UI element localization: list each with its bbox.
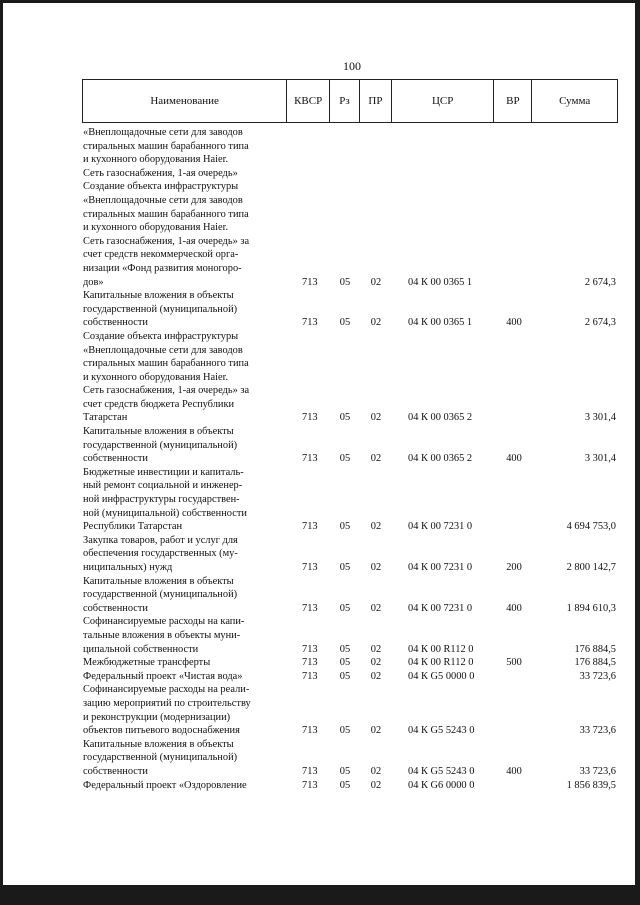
row-rz: 05: [339, 765, 351, 777]
row-sum: 4 694 753,0: [566, 521, 616, 533]
row-name-line: ной (муниципальной) собственности: [83, 507, 247, 519]
row-kvsr: 713: [302, 765, 318, 777]
row-csr: 04 К 00 7231 0: [408, 562, 473, 573]
page-number: 100: [343, 59, 361, 73]
row-pr: 02: [370, 602, 382, 614]
row-name-line: собственности: [83, 317, 148, 329]
table-row: [82, 575, 618, 616]
row-name-line: Бюджетные инвестиции и капиталь-: [83, 466, 244, 478]
row-name-line: стиральных машин барабанного типа: [83, 140, 249, 152]
row-rz: 05: [339, 521, 351, 533]
row-name: [82, 656, 287, 670]
row-name: [82, 289, 287, 330]
row-sum: 3 301,4: [584, 453, 616, 465]
row-vr: 400: [506, 602, 522, 614]
scan-border-left: [0, 0, 3, 905]
row-csr: 04 К 00 0365 2: [408, 453, 473, 465]
row-name-line: Татарстан: [83, 412, 128, 424]
row-name-line: стиральных машин барабанного типа: [83, 208, 249, 220]
row-vr: 400: [506, 453, 522, 465]
header-sum: Сумма: [559, 95, 591, 107]
table-row: [82, 670, 618, 684]
row-name: [82, 126, 287, 180]
row-csr: 04 К 00 R112 0: [408, 657, 474, 669]
row-pr: 02: [370, 725, 382, 737]
row-sum: 176 884,5: [574, 643, 616, 655]
row-csr: 04 К G6 0000 0: [408, 779, 475, 791]
row-vr: 400: [506, 765, 522, 777]
table-row: [82, 289, 618, 330]
row-sum: 2 800 142,7: [566, 562, 616, 573]
row-name: [82, 425, 287, 466]
table-row: [82, 683, 618, 737]
row-kvsr: 713: [302, 657, 318, 669]
row-csr: 04 К 00 0365 1: [408, 276, 473, 288]
row-vr: 400: [506, 317, 522, 329]
row-name: [82, 466, 287, 534]
row-kvsr: 713: [302, 643, 318, 655]
row-name-line: и реконструкции (модернизации): [83, 711, 231, 723]
row-sum: 2 674,3: [584, 276, 616, 288]
row-name: [82, 670, 287, 684]
row-rz: 05: [339, 412, 351, 424]
row-kvsr: 713: [302, 779, 318, 791]
table-body: [82, 123, 618, 792]
row-name-line: государственной (муниципальной): [83, 303, 238, 315]
table-header: [82, 79, 618, 123]
row-name-line: дов»: [83, 276, 104, 288]
table-row: [82, 330, 618, 425]
row-csr: 04 К G5 5243 0: [408, 765, 475, 777]
table-row: [82, 656, 618, 670]
scan-border-right: [635, 0, 640, 905]
row-name-line: государственной (муниципальной): [83, 752, 238, 764]
row-name-line: «Внеплощадочные сети для заводов: [83, 127, 243, 138]
row-sum: 1 856 839,5: [566, 779, 616, 791]
row-name-line: счет средств некоммерческой орга-: [83, 249, 239, 261]
row-name-line: Капитальные вложения в объекты: [83, 738, 234, 750]
row-kvsr: 713: [302, 412, 318, 424]
row-sum: 2 674,3: [584, 317, 616, 329]
row-pr: 02: [370, 317, 382, 329]
row-name-line: Республики Татарстан: [83, 521, 183, 533]
row-name-line: Сеть газоснабжения, 1-ая очередь» за: [83, 385, 250, 397]
row-name-line: счет средств бюджета Республики: [83, 398, 235, 410]
row-rz: 05: [339, 670, 351, 682]
row-vr: 200: [506, 562, 522, 573]
row-pr: 02: [370, 643, 382, 655]
table-row: [82, 615, 618, 656]
table-row: [82, 738, 618, 779]
row-rz: 05: [339, 602, 351, 614]
row-kvsr: 713: [302, 602, 318, 614]
row-name-line: низации «Фонд развития моногоро-: [83, 262, 242, 274]
row-kvsr: 713: [302, 453, 318, 465]
table-row: [82, 126, 618, 180]
row-name: [82, 615, 287, 656]
row-csr: 04 К 00 0365 2: [408, 412, 473, 424]
row-name-line: и кухонного оборудования Haier.: [83, 154, 229, 166]
row-name-line: Создание объекта инфраструктуры: [83, 330, 239, 342]
row-pr: 02: [370, 521, 382, 533]
row-name-line: Федеральный проект «Оздоровление: [83, 779, 247, 791]
row-name-line: Закупка товаров, работ и услуг для: [83, 534, 238, 546]
row-name: [82, 180, 287, 289]
header-csr: ЦСР: [392, 80, 495, 122]
row-name: [82, 779, 287, 793]
row-name-line: тальные вложения в объекты муни-: [83, 629, 241, 641]
row-csr: 04 К 00 R112 0: [408, 643, 474, 655]
row-name-line: и кухонного оборудования Haier.: [83, 222, 229, 234]
row-kvsr: 713: [302, 562, 318, 573]
row-sum: 33 723,6: [579, 765, 616, 777]
row-pr: 02: [370, 453, 382, 465]
table-row: [82, 466, 618, 534]
row-pr: 02: [370, 412, 382, 424]
row-kvsr: 713: [302, 670, 318, 682]
row-rz: 05: [339, 317, 351, 329]
row-kvsr: 713: [302, 725, 318, 737]
row-name-line: Межбюджетные трансферты: [83, 657, 211, 669]
table-row: [82, 425, 618, 466]
row-csr: 04 К G5 0000 0: [408, 670, 475, 682]
scan-border-bottom: [0, 885, 640, 905]
row-pr: 02: [370, 670, 382, 682]
table-row: [82, 779, 618, 793]
row-rz: 05: [339, 657, 351, 669]
row-name-line: государственной (муниципальной): [83, 439, 238, 451]
header-name: Наименование: [83, 80, 287, 122]
row-sum: 176 884,5: [574, 657, 616, 669]
row-rz: 05: [339, 725, 351, 737]
row-rz: 05: [339, 562, 351, 573]
row-name-line: Софинансируемые расходы на реали-: [83, 684, 250, 696]
row-name-line: ный ремонт социальной и инженер-: [83, 480, 243, 492]
row-name-line: собственности: [83, 602, 148, 614]
row-pr: 02: [370, 276, 382, 288]
header-rz: Рз: [330, 80, 360, 122]
header-vr: ВР: [494, 80, 532, 122]
header-kvsr: КВСР: [287, 80, 330, 122]
row-name: [82, 330, 287, 425]
row-name-line: обеспечения государственных (му-: [83, 548, 238, 560]
row-name-line: Капитальные вложения в объекты: [83, 426, 234, 438]
row-name-line: Софинансируемые расходы на капи-: [83, 616, 245, 628]
row-sum: 33 723,6: [579, 725, 616, 737]
row-rz: 05: [339, 453, 351, 465]
row-sum: 1 894 610,3: [566, 602, 616, 614]
row-pr: 02: [370, 562, 382, 573]
row-name-line: зацию мероприятий по строительству: [83, 697, 251, 709]
table-row: [82, 180, 618, 289]
row-csr: 04 К 00 0365 1: [408, 317, 473, 329]
row-name: [82, 683, 287, 737]
row-pr: 02: [370, 657, 382, 669]
row-rz: 05: [339, 276, 351, 288]
row-name-line: ной инфраструктуры государствен-: [83, 494, 240, 506]
row-name-line: Сеть газоснабжения, 1-ая очередь» за: [83, 235, 250, 247]
row-name-line: объектов питьевого водоснабжения: [83, 725, 240, 737]
row-name: [82, 534, 287, 575]
row-name-line: Капитальные вложения в объекты: [83, 575, 234, 587]
row-rz: 05: [339, 779, 351, 791]
row-name-line: Капитальные вложения в объекты: [83, 290, 234, 302]
row-name-line: «Внеплощадочные сети для заводов: [83, 344, 243, 356]
row-pr: 02: [370, 765, 382, 777]
row-name-line: «Внеплощадочные сети для заводов: [83, 194, 243, 206]
row-kvsr: 713: [302, 521, 318, 533]
row-sum: 33 723,6: [579, 670, 616, 682]
row-name: [82, 738, 287, 779]
row-pr: 02: [370, 779, 382, 791]
row-name: [82, 575, 287, 616]
table-row: [82, 534, 618, 575]
row-sum: 3 301,4: [584, 412, 616, 424]
row-csr: 04 К 00 7231 0: [408, 602, 473, 614]
row-csr: 04 К 00 7231 0: [408, 521, 473, 533]
row-kvsr: 713: [302, 317, 318, 329]
row-name-line: ципальной собственности: [83, 643, 199, 655]
row-name-line: собственности: [83, 765, 148, 777]
row-name-line: ниципальных) нужд: [83, 562, 173, 573]
row-kvsr: 713: [302, 276, 318, 288]
row-csr: 04 К G5 5243 0: [408, 725, 475, 737]
row-name-line: государственной (муниципальной): [83, 589, 238, 601]
row-name-line: стиральных машин барабанного типа: [83, 358, 249, 370]
row-name-line: Сеть газоснабжения, 1-ая очередь»: [83, 167, 238, 179]
row-vr: 500: [506, 657, 522, 669]
row-name-line: и кухонного оборудования Haier.: [83, 371, 229, 383]
row-name-line: Федеральный проект «Чистая вода»: [83, 670, 243, 682]
budget-table: [82, 79, 618, 792]
row-name-line: Создание объекта инфраструктуры: [83, 181, 239, 193]
row-rz: 05: [339, 643, 351, 655]
scan-border-top: [0, 0, 640, 3]
row-name-line: собственности: [83, 453, 148, 465]
header-pr: ПР: [360, 80, 392, 122]
